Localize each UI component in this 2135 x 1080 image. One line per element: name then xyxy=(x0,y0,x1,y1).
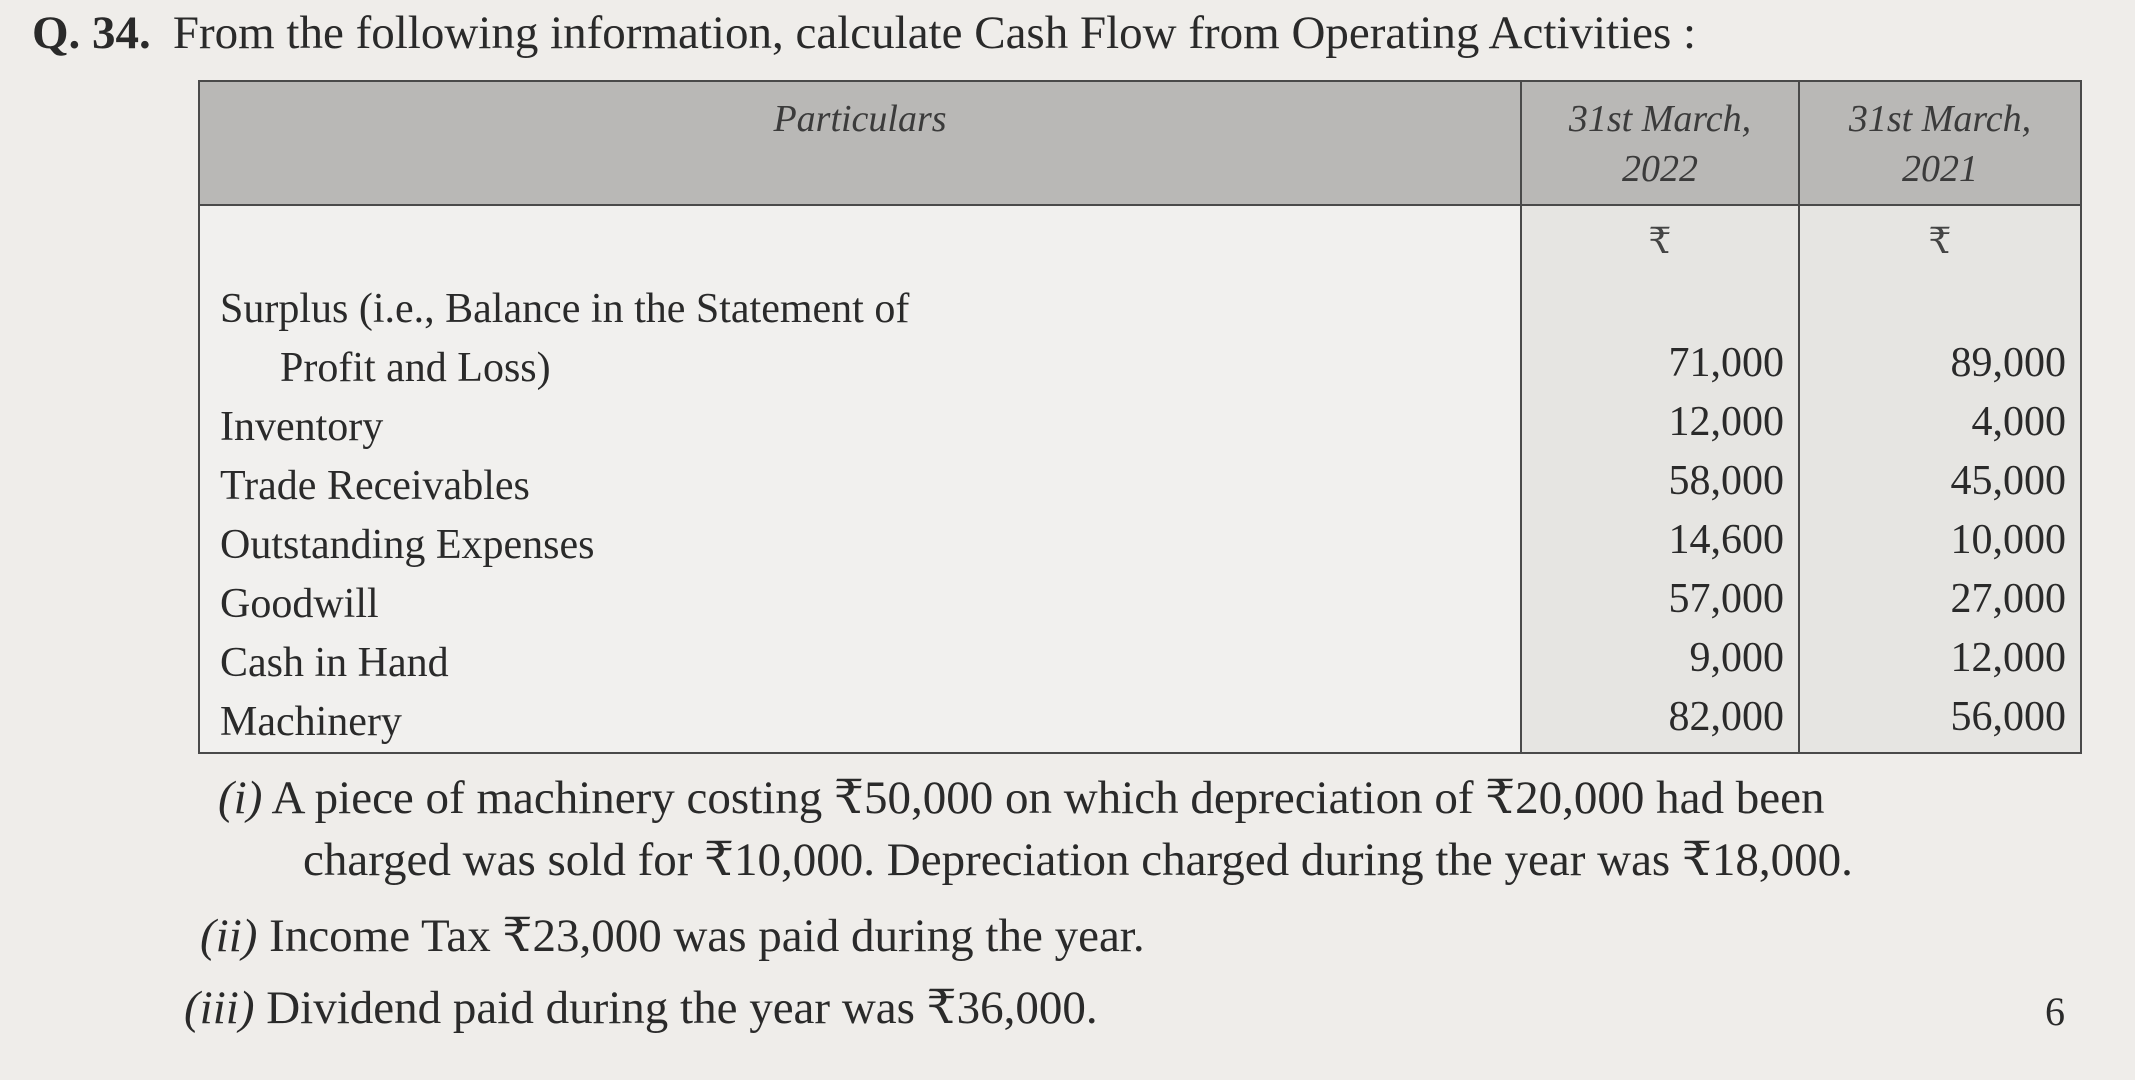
question-heading xyxy=(32,6,1696,60)
row-label-surplus-cont: Profit and Loss) xyxy=(280,345,551,391)
row-label-machinery: Machinery xyxy=(220,699,402,745)
table-body-row xyxy=(199,205,2081,753)
rupee-symbol-2021: ₹ xyxy=(1928,221,1952,261)
amount-2021-inventory: 4,000 xyxy=(1971,399,2066,445)
note-i-continuation: charged was sold for ₹10,000. Depreciation charged during the year was ₹18,000. xyxy=(303,834,1853,886)
note-ii-number: (ii) xyxy=(200,910,258,962)
note-i xyxy=(218,770,1824,825)
amount-2021-surplus: 89,000 xyxy=(1950,340,2066,386)
row-label-cash-in-hand: Cash in Hand xyxy=(220,640,449,686)
row-label-goodwill: Goodwill xyxy=(220,581,379,627)
row-label-surplus: Surplus (i.e., Balance in the Statement of xyxy=(220,286,910,332)
note-iii-text: Dividend paid during the year was ₹36,000. xyxy=(266,982,1098,1034)
balance-data-table xyxy=(198,80,2082,754)
amount-2022-outstanding-expenses: 14,600 xyxy=(1668,517,1784,563)
row-label-inventory: Inventory xyxy=(220,404,384,450)
note-ii-text: Income Tax ₹23,000 was paid during the year. xyxy=(269,910,1145,962)
row-label-trade-receivables: Trade Receivables xyxy=(220,463,530,509)
rupee-symbol-2022: ₹ xyxy=(1648,221,1672,261)
amount-2021-goodwill: 27,000 xyxy=(1950,576,2066,622)
row-label-outstanding-expenses: Outstanding Expenses xyxy=(220,522,595,568)
particulars-column xyxy=(199,205,1521,753)
marks-value: 6 xyxy=(2045,989,2065,1034)
question-number: Q. 34. xyxy=(32,7,151,59)
amount-2022-goodwill: 57,000 xyxy=(1668,576,1784,622)
header-year-2022: 31st March, 2022 xyxy=(1521,81,1799,205)
note-iii xyxy=(184,980,1098,1035)
amount-2022-surplus: 71,000 xyxy=(1668,340,1784,386)
amount-2021-machinery: 56,000 xyxy=(1950,694,2066,740)
note-i-number: (i) xyxy=(218,772,263,824)
amount-2022-cash-in-hand: 9,000 xyxy=(1689,635,1784,681)
note-ii xyxy=(200,908,1145,963)
note-i-text: A piece of machinery costing ₹50,000 on which depreciation of ₹20,000 had been xyxy=(271,772,1825,824)
amount-2022-trade-receivables: 58,000 xyxy=(1668,458,1784,504)
amount-2021-outstanding-expenses: 10,000 xyxy=(1950,517,2066,563)
amount-2022-inventory: 12,000 xyxy=(1668,399,1784,445)
amounts-2022-column xyxy=(1521,205,1799,753)
header-particulars: Particulars xyxy=(199,81,1521,205)
question-text: From the following information, calculate Cash Flow from Operating Activities : xyxy=(172,7,1697,59)
note-iii-number: (iii) xyxy=(184,982,255,1034)
amount-2021-cash-in-hand: 12,000 xyxy=(1950,635,2066,681)
amounts-2021-column xyxy=(1799,205,2081,753)
amount-2022-machinery: 82,000 xyxy=(1668,694,1784,740)
amount-2021-trade-receivables: 45,000 xyxy=(1950,458,2066,504)
table-header-row xyxy=(199,81,2081,205)
header-year-2021: 31st March, 2021 xyxy=(1799,81,2081,205)
